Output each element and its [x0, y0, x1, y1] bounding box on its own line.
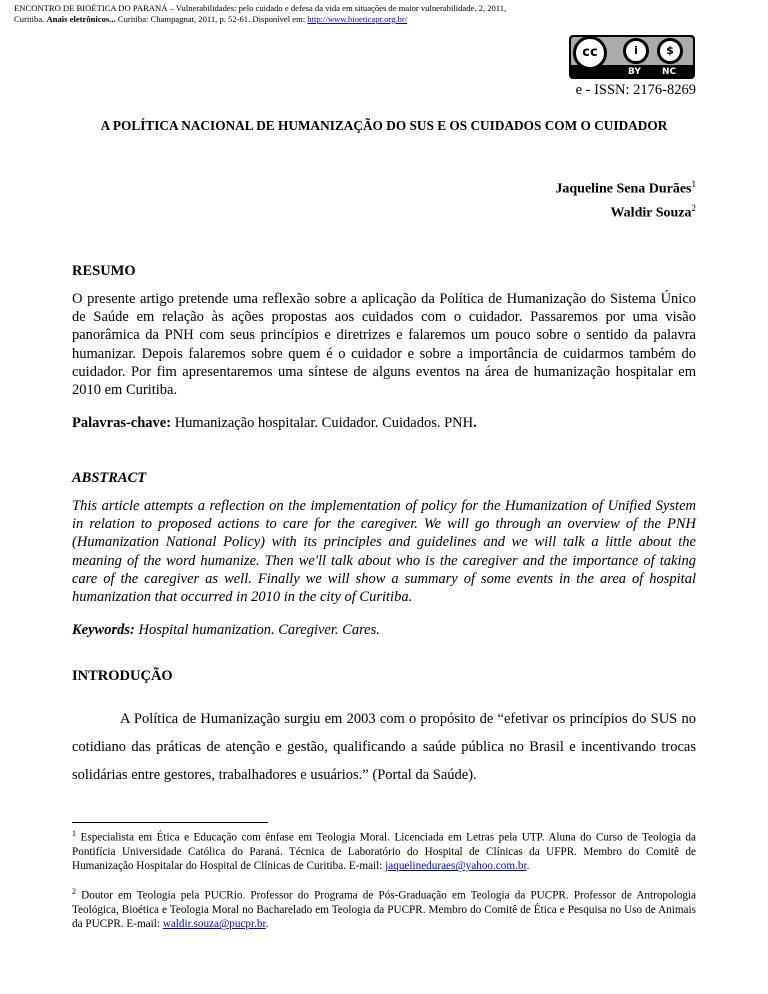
running-header-publisher: Curitiba: Champagnat, 2011, p. 52-61. Disponível em:	[115, 14, 308, 24]
author-footnote-ref: 2	[691, 202, 696, 213]
attribution-icon: i	[623, 38, 649, 64]
noncommercial-icon: $	[657, 38, 683, 64]
author-name: Waldir Souza	[610, 205, 692, 221]
license-by-label: BY	[628, 67, 641, 77]
cc-by-nc-license-badge	[569, 35, 695, 79]
author	[555, 199, 696, 223]
license-nc-label: NC	[662, 67, 677, 77]
keywords	[72, 621, 696, 639]
abstract-heading: ABSTRACT	[72, 470, 147, 486]
footnote-1	[72, 827, 696, 874]
running-header-anais: Anais eletrônicos...	[46, 14, 116, 24]
author-list	[555, 175, 696, 222]
footnote-number: 1	[72, 829, 76, 838]
author-footnote-ref: 1	[691, 179, 696, 189]
keywords-label: Keywords:	[72, 622, 135, 638]
abstract-text: This article attempts a reflection on the implementation of policy for the Humanization of Unified System in relation to proposed actions to care for the caregiver. We will go through an overview of the PNH (Humanization National Policy) with its principles and guidelines and we will talk a little about the meaning of the word humanize. Then we'll talk about who is the caregiver and the importance of taking care of the caregiver as well. Finally we will show a summary of some events in the area of hospital humanization that occurred in 2010 in the city of Curitiba.	[72, 498, 696, 606]
running-header-line-1: ENCONTRO DE BIOÉTICA DO PARANÁ – Vulnerabilidades: pelo cuidado e defesa da vida em situações de maior vulnerabilidade. 2, 2011,	[14, 3, 507, 13]
issn: e - ISSN: 2176-8269	[575, 82, 696, 98]
bioeticapr-link[interactable]: http://www.bioeticapr.org.br/	[307, 14, 408, 24]
author	[555, 175, 696, 199]
footnote-email-link[interactable]: waldir.souza@pucpr.br	[162, 918, 266, 931]
palavras-chave	[72, 414, 696, 432]
palavras-chave-end: .	[473, 415, 477, 431]
palavras-chave-text: Humanização hospitalar. Cuidador. Cuidados. PNH	[171, 415, 474, 431]
footnote-number: 2	[72, 887, 76, 896]
introducao-text: A Política de Humanização surgiu em 2003 com o propósito de “efetivar os princípios do SUS no cotidiano das práticas de atenção e gestão, qualificando a saúde pública no Brasil e incentivando trocas solidárias entre gestores, trabalhadores e usuários.” (Portal da Saúde).	[72, 711, 696, 783]
running-header-line-2	[14, 14, 754, 25]
footnote-end: .	[265, 918, 269, 931]
palavras-chave-label: Palavras-chave:	[72, 415, 172, 431]
footnote-separator	[72, 822, 268, 823]
footnote-text: Especialista em Ética e Educação com ênfase em Teologia Moral. Licenciada em Letras pela UTP. Aluna do Curso de Teologia da Pontifícia Universidade Católica do Paraná. Técnica de Laboratório do Hospital de Clínicas da UFPR. Membro do Comitê de Humanização Hospitalar do Hospital de Clínicas de Curitiba. E-mail:	[72, 831, 696, 873]
keywords-text: Hospital humanization. Caregiver. Cares.	[134, 622, 380, 638]
creative-commons-icon: cc	[573, 36, 607, 70]
resumo-heading: RESUMO	[72, 263, 136, 279]
footnote-email-link[interactable]: jaquelineduraes@yahoo.com.br	[385, 860, 527, 873]
running-header	[14, 3, 754, 25]
footnote-2	[72, 885, 696, 932]
author-name: Jaqueline Sena Durães	[555, 181, 692, 197]
running-header-city: Curitiba.	[14, 14, 47, 24]
footnote-end: .	[526, 860, 530, 873]
resumo-text: O presente artigo pretende uma reflexão sobre a aplicação da Política de Humanização do Sistema Único de Saúde em relação às ações propostas aos cuidados com o cuidador. Passaremos por uma visão panorâmica da PNH com seus princípios e diretrizes e falaremos um pouco sobre o sentido da palavra humanizar. Depois falaremos sobre quem é o cuidador e sobre a importância de cuidarmos também do cuidador. Por fim apresentaremos uma síntese de alguns eventos na área de humanização hospitalar em 2010 em Curitiba.	[72, 291, 696, 399]
footnote-text: Doutor em Teologia pela PUCRio. Professor do Programa de Pós-Graduação em Teologia da PUCPR. Professor de Antropologia Teológica, Bioética e Teologia Moral no Bacharelado em Teologia da PUCPR. Membro do Comitê de Ética e Pesquisa no Uso de Animais da PUCPR. E-mail:	[72, 889, 696, 931]
introducao-heading: INTRODUÇÃO	[72, 668, 173, 684]
article-title: A POLÍTICA NACIONAL DE HUMANIZAÇÃO DO SUS E OS CUIDADOS COM O CUIDADOR	[100, 118, 668, 133]
